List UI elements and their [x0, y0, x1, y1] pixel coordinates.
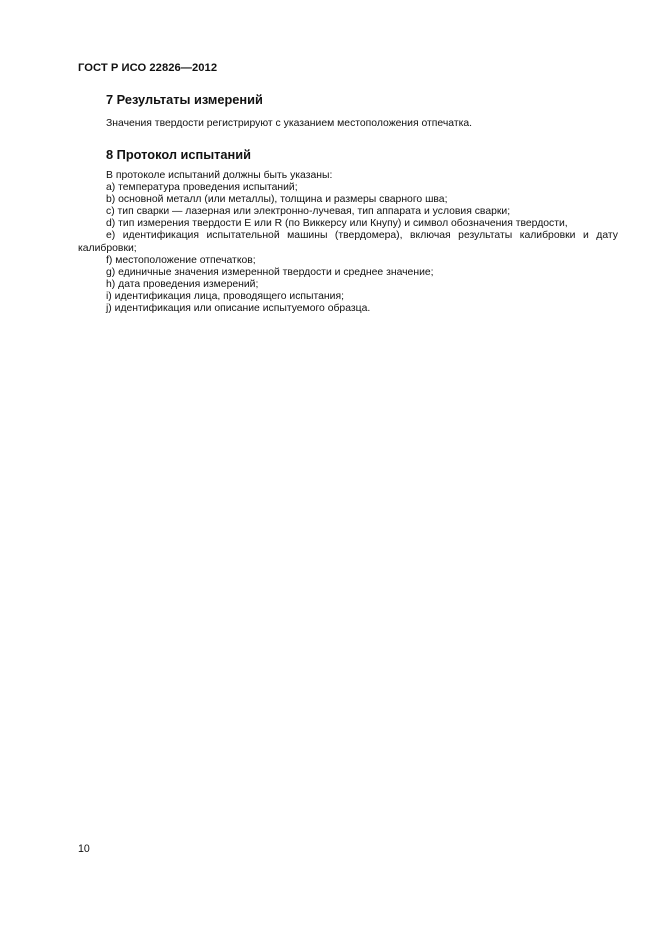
list-item-b: b) основной металл (или металлы), толщина и размеры сварного шва;: [106, 194, 448, 206]
list-item-h: h) дата проведения измерений;: [106, 278, 259, 290]
section-7-title: 7 Результаты измерений: [106, 92, 263, 107]
list-item-e-line1: e) идентификация испытательной машины (твердомера), включая результаты калибровки и дату: [106, 230, 618, 242]
list-item-e-line2: калибровки;: [78, 242, 137, 254]
page-number: 10: [78, 843, 90, 855]
list-item-d: d) тип измерения твердости E или R (по Виккерсу или Кнупу) и символ обозначения твердости,: [106, 218, 568, 230]
section-8-content: [78, 170, 618, 315]
list-item-j: j) идентификация или описание испытуемого образца.: [106, 303, 371, 315]
list-item-i: i) идентификация лица, проводящего испытания;: [106, 290, 344, 302]
list-item-f: f) местоположение отпечатков;: [106, 254, 256, 266]
list-item-g: g) единичные значения измеренной твердости и среднее значение;: [106, 266, 434, 278]
section-8-intro: В протоколе испытаний должны быть указаны:: [106, 170, 333, 181]
list-item-c: c) тип сварки — лазерная или электронно-лучевая, тип аппарата и условия сварки;: [106, 206, 511, 218]
section-7-text: Значения твердости регистрируют с указанием местоположения отпечатка.: [106, 118, 473, 129]
list-item-a: a) температура проведения испытаний;: [106, 182, 298, 194]
document-header: ГОСТ Р ИСО 22826—2012: [78, 62, 218, 74]
section-8-title: 8 Протокол испытаний: [106, 147, 252, 162]
